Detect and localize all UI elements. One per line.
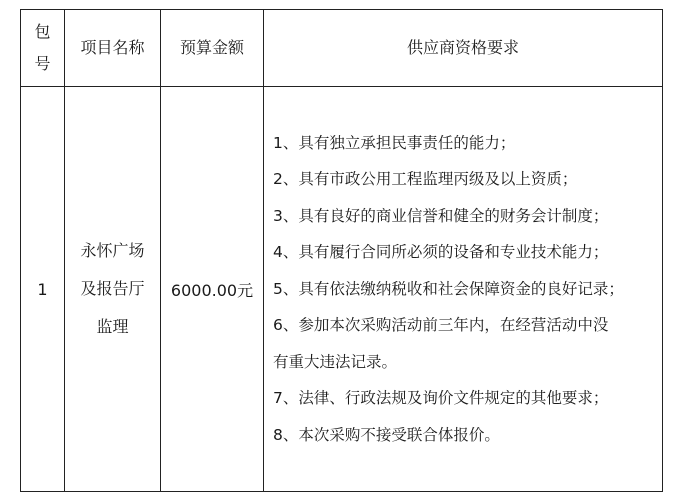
cell-package-number: 1 [21, 87, 65, 492]
project-name-line: 监理 [96, 317, 129, 336]
header-package-line1: 包 [34, 22, 51, 41]
header-requirements: 供应商资格要求 [264, 10, 663, 87]
requirements-list [273, 125, 662, 454]
requirement-item-continuation: 有重大违法记录。 [273, 352, 398, 371]
header-package-line2: 号 [34, 54, 51, 73]
table-header-row [21, 10, 663, 87]
requirement-item: 5、具有依法缴纳税收和社会保障资金的良好记录； [273, 279, 624, 298]
project-name-line: 永怀广场 [80, 241, 145, 260]
requirement-item: 1、具有独立承担民事责任的能力； [273, 133, 516, 152]
requirement-item: 7、法律、行政法规及询价文件规定的其他要求； [273, 389, 609, 408]
header-project-name: 项目名称 [65, 10, 161, 87]
cell-requirements [264, 87, 663, 492]
cell-budget: 6000.00元 [161, 87, 264, 492]
cell-project-name [65, 87, 161, 492]
project-name-line: 及报告厅 [80, 279, 145, 298]
requirement-item: 6、参加本次采购活动前三年内，在经营活动中没 [273, 316, 609, 335]
requirement-item: 4、具有履行合同所必须的设备和专业技术能力； [273, 243, 609, 262]
requirement-item: 3、具有良好的商业信誉和健全的财务会计制度； [273, 206, 609, 225]
table-row [21, 87, 663, 492]
header-budget: 预算金额 [161, 10, 264, 87]
requirement-item: 8、本次采购不接受联合体报价。 [273, 425, 500, 444]
supplier-requirements-table [20, 9, 663, 492]
requirement-item: 2、具有市政公用工程监理丙级及以上资质； [273, 170, 578, 189]
header-package-number [21, 10, 65, 87]
